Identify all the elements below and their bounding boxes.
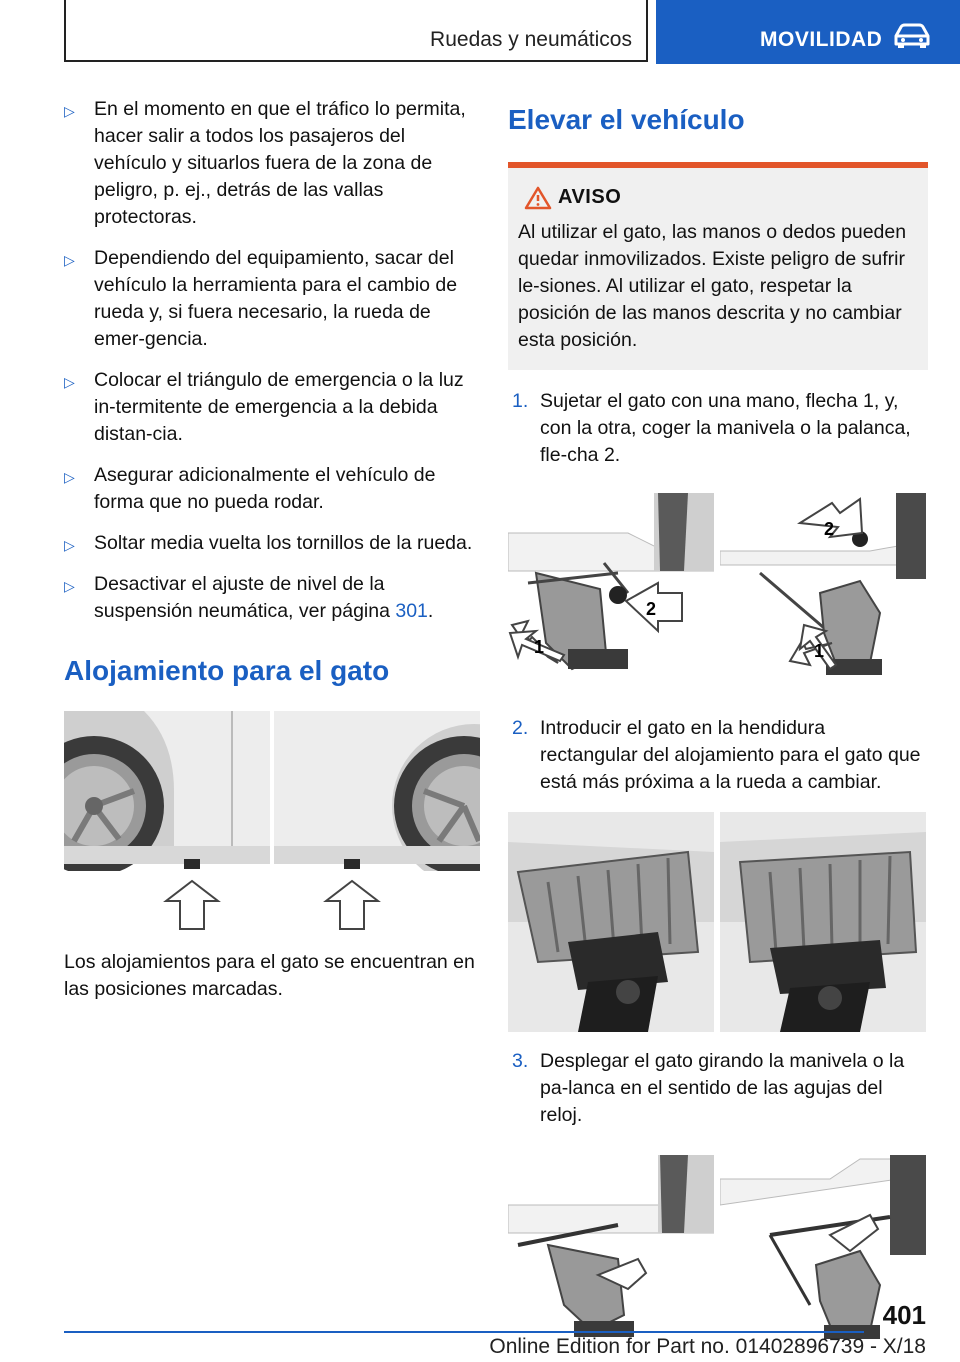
jack-mount-figure [64,711,480,931]
step-number: 3. [512,1050,529,1072]
list-item [64,367,480,448]
arrow-label: 2 [646,599,657,619]
list-item [64,530,480,557]
jack-slot-figure [508,812,928,1032]
jack-crank-figure [508,1155,928,1341]
list-item [64,462,480,516]
footer-divider [64,1331,864,1333]
bullet-text-end: . [427,600,434,622]
bullet-text: Asegurar adicionalmente el vehículo de forma que no pueda rodar. [94,464,436,513]
jack-handling-image-right [720,493,928,679]
list-item [64,96,480,231]
bullet-text: En el momento en que el tráfico lo permita, hacer salir a todos los pasajeros del vehículo y situarlos fuera de la zona de peligro, p. ej., detrás de las vallas protectoras. [94,98,466,228]
car-icon [892,22,932,48]
section-heading-jack-mount: Alojamiento para el gato [64,655,390,686]
triangle-bullet-icon: ▷ [64,537,75,553]
step-text: Sujetar el gato con una mano, flecha 1, y, con la otra, coger la manivela o la palanca, fle-cha 2. [540,390,911,466]
jack-handling-image-left [508,493,716,679]
triangle-bullet-icon: ▷ [64,252,75,268]
step-number: 1. [512,390,529,412]
header-section-title: Ruedas y neumáticos [430,28,632,51]
warning-title: AVISO [558,186,622,208]
triangle-bullet-icon: ▷ [64,103,75,119]
jack-mount-image-right [274,711,480,931]
arrow-label: 2 [824,519,835,539]
header-tab-label: MOVILIDAD [760,28,883,51]
header-section-box [64,0,648,62]
figure-caption: Los alojamientos para el gato se encuentran en las posiciones marcadas. [64,951,475,1000]
bullet-text: Dependiendo del equipamiento, sacar del vehículo la herramienta para el cambio de rueda y, si fuera necesario, la rueda de emer-gencia. [94,247,458,350]
jack-mount-image-left [64,711,270,931]
list-item [64,245,480,353]
step-text: Introducir el gato en la hendidura rectangular del alojamiento para el gato que está más próxima a la rueda a cambiar. [540,717,921,793]
page-number: 401 [882,1300,926,1330]
steps-list [508,1048,928,1129]
jack-slot-image-right [720,812,928,1032]
step-item [508,715,928,796]
warning-triangle-icon [524,186,552,210]
triangle-bullet-icon: ▷ [64,578,75,594]
triangle-bullet-icon: ▷ [64,374,75,390]
arrow-label: 1 [534,637,545,657]
bullet-list [64,96,480,625]
jack-handling-figure [508,493,928,679]
bullet-text: Desactivar el ajuste de nivel de la suspensión neumática, ver página [94,573,396,622]
jack-slot-image-left [508,812,716,1032]
jack-crank-image-left [508,1155,716,1341]
bullet-text: Soltar media vuelta los tornillos de la rueda. [94,532,473,554]
arrow-label: 1 [814,641,825,661]
triangle-bullet-icon: ▷ [64,469,75,485]
steps-list [508,715,928,796]
step-item [508,1048,928,1129]
left-column [64,96,480,1023]
step-number: 2. [512,717,529,739]
header-tab-movilidad[interactable] [656,0,960,64]
right-column [508,96,928,1341]
warning-text: Al utilizar el gato, las manos o dedos pueden quedar inmovilizados. Existe peligro de sufrir le-siones. Al utilizar el gato, respetar la posición de las manos descrita y no cambiar esta posición. [518,221,907,351]
step-item [508,388,928,469]
bullet-text: Colocar el triángulo de emergencia o la luz in-termitente de emergencia a la debida distan-cia. [94,369,464,445]
step-text: Desplegar el gato girando la manivela o la pa-lanca en el sentido de las agujas del reloj. [540,1050,905,1126]
warning-box [508,162,928,370]
section-heading-raise-vehicle: Elevar el vehículo [508,104,745,135]
page-link[interactable]: 301 [395,600,428,622]
list-item [64,571,480,625]
steps-list [508,388,928,469]
footer-edition: Online Edition for Part no. 01402896739 - X/18 [489,1335,926,1358]
